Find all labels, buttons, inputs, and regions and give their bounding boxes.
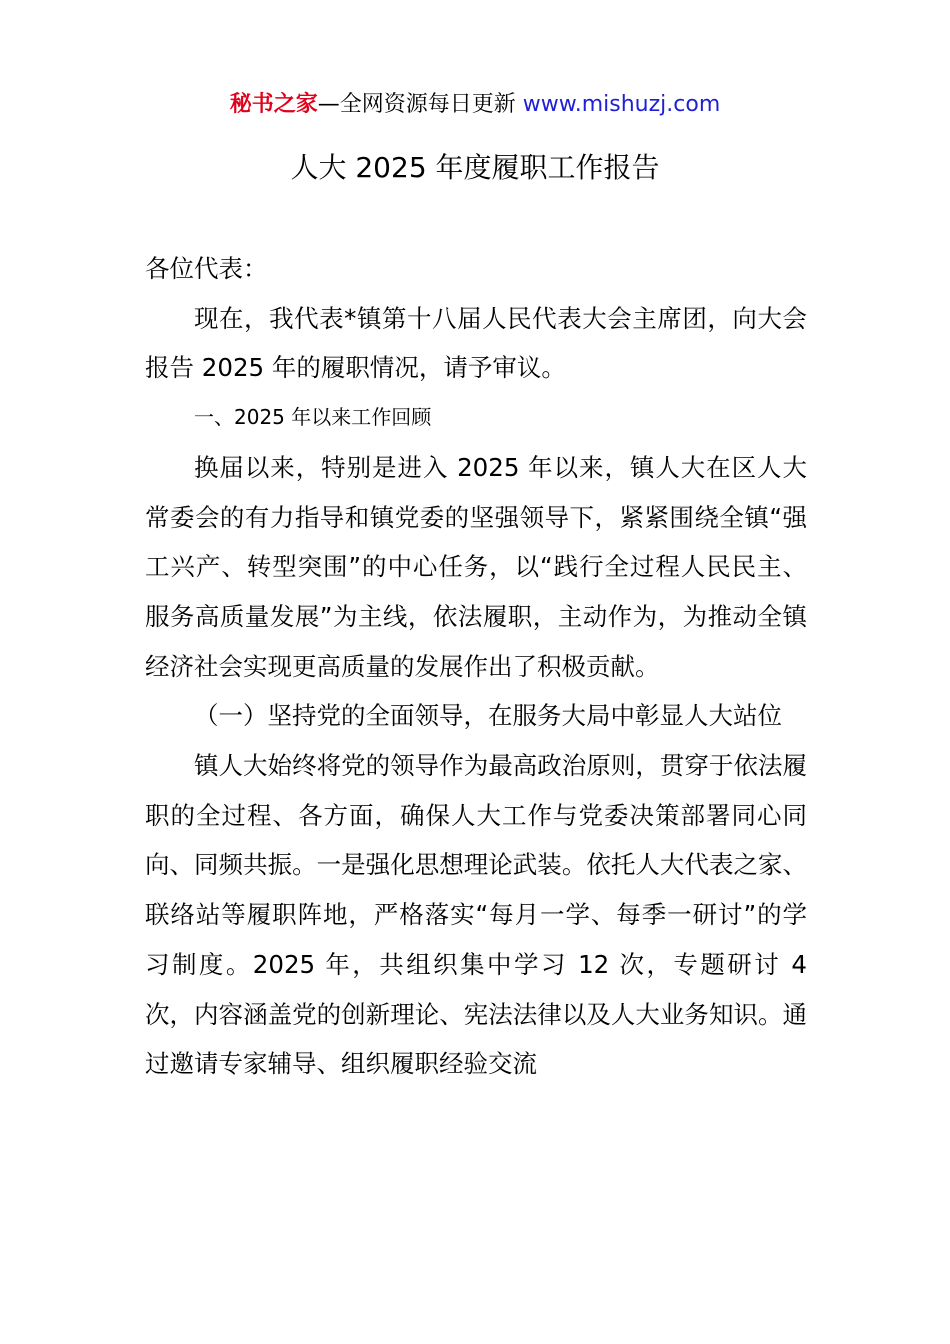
paragraph: 现在，我代表*镇第十八届人民代表大会主席团，向大会报告 2025 年的履职情况，请予审议。 bbox=[145, 303, 807, 383]
salutation: 各位代表： bbox=[145, 254, 268, 283]
site-url-link[interactable]: www.mishuzj.com bbox=[522, 92, 721, 117]
brand-name: 秘书之家 bbox=[229, 92, 318, 117]
site-header bbox=[0, 88, 950, 122]
document-title: 人大 2025 年度履职工作报告 bbox=[290, 151, 660, 184]
header-tagline: —全网资源每日更新 bbox=[317, 92, 516, 117]
section-heading: 一、2025 年以来工作回顾 bbox=[194, 405, 432, 430]
subsection-heading: （一）坚持党的全面领导，在服务大局中彰显人大站位 bbox=[194, 701, 782, 731]
paragraph: 换届以来，特别是进入 2025 年以来，镇人大在区人大常委会的有力指导和镇党委的坚强领导下，紧紧围绕全镇“强工兴产、转型突围”的中心任务，以“践行全过程人民民主、服务高质量发展”为主线，依法履职，主动作为，为推动全镇经济社会实现更高质量的发展作出了积极贡献。 bbox=[145, 452, 807, 681]
paragraph: 镇人大始终将党的领导作为最高政治原则，贯穿于依法履职的全过程、各方面，确保人大工作与党委决策部署同心同向、同频共振。一是强化思想理论武装。依托人大代表之家、联络站等履职阵地，严格落实“每月一学、每季一研讨”的学习制度。2025 年，共组织集中学习 12 次，专题研讨 4 次，内容涵盖党的创新理论、宪法法律以及人大业务知识。通过邀请专家辅导、组织履职经验交流 bbox=[145, 751, 807, 1079]
document-body bbox=[145, 244, 807, 1089]
